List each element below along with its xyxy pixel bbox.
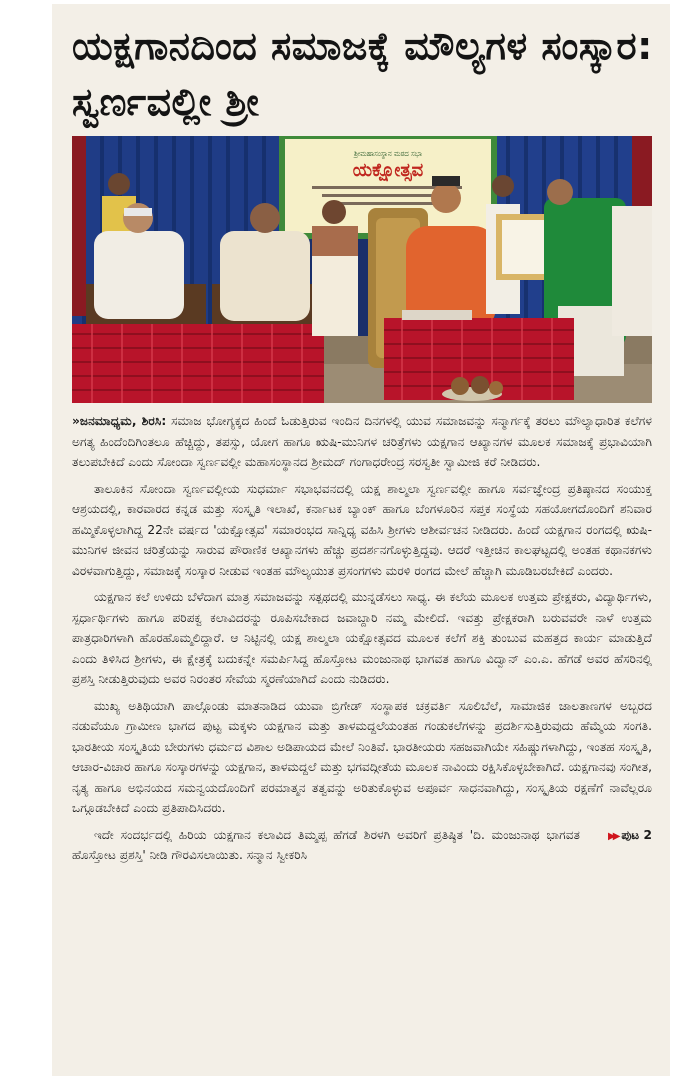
- event-photo: [72, 136, 652, 403]
- page-jump-label: ಪುಟ 2: [621, 827, 652, 842]
- article-paragraph: ಮುಖ್ಯ ಅತಿಥಿಯಾಗಿ ಪಾಲ್ಗೊಂಡು ಮಾತನಾಡಿದ ಯುವಾ ಬ್ರಿಗೇಡ್ ಸಂಸ್ಥಾಪಕ ಚಕ್ರವರ್ತಿ ಸೂಲಿಬೆಲೆ, ಸಾಮಾಜಿಕ ಜಾಲತಾಣಗಳ ಅಬ್ಬರದ ನಡುವೆಯೂ ಗ್ರಾಮೀಣ ಭಾಗದ ಪುಟ್ಟ ಮಕ್ಕಳು ಯಕ್ಷಗಾನ ಮತ್ತು ತಾಳಮದ್ದಲೆಯಂತಹ ಗಂಡುಕಲೆಗಳನ್ನು ಪ್ರದರ್ಶಿಸುತ್ತಿರುವುದು ಹೆಮ್ಮೆಯ ಸಂಗತಿ. ಭಾರತೀಯ ಸಂಸ್ಕೃತಿಯ ಬೇರುಗಳು ಧರ್ಮದ ವಿಶಾಲ ಅಡಿಪಾಯದ ಮೇಲೆ ನಿಂತಿವೆ. ಭಾರತೀಯರು ಸಹಜವಾಗಿಯೇ ಸಹಿಷ್ಣುಗಳಾಗಿದ್ದು, ಇಂತಹ ಸಂಸ್ಕೃತಿ, ಆಚಾರ-ವಿಚಾರ ಹಾಗೂ ಸಂಸ್ಕಾರಗಳನ್ನು ಯಕ್ಷಗಾನ, ತಾಳಮದ್ದಲೆ ಮತ್ತು ಭಗವದ್ಗೀತೆಯ ಮೂಲಕ ನಾವಿಂದು ರಕ್ಷಿಸಿಕೊಳ್ಳಬೇಕಾಗಿದೆ. ಯಕ್ಷಗಾನವು ಸಂಗೀತ, ನೃತ್ಯ ಹಾಗೂ ಅಭಿನಯದ ಸಮನ್ವಯದೊಂದಿಗೆ ಪರಮಾತ್ಮನ ತತ್ವವನ್ನು ಅರಿತುಕೊಳ್ಳುವ ಅಪೂರ್ವ ಸಾಧನವಾಗಿದ್ದು, ಸಂಸ್ಕೃತಿಯ ರಕ್ಷಣೆಗೆ ನಾವೆಲ್ಲರೂ ಒಗ್ಗೂಡಬೇಕಿದೆ ಎಂದು ಪ್ರತಿಪಾದಿಸಿದರು.: [72, 698, 653, 815]
- article-paragraph: ಯಕ್ಷಗಾನ ಕಲೆ ಉಳಿದು ಬೆಳೆದಾಗ ಮಾತ್ರ ಸಮಾಜವನ್ನು ಸತ್ಪಥದಲ್ಲಿ ಮುನ್ನಡೆಸಲು ಸಾಧ್ಯ. ಈ ಕಲೆಯ ಮೂಲಕ ಉತ್ತಮ ಪ್ರೇಕ್ಷಕರು, ವಿದ್ಯಾರ್ಥಿಗಳು, ಸ್ಪರ್ಧಾರ್ಥಿಗಳು ಹಾಗೂ ಪರಿಪಕ್ವ ಕಲಾವಿದರನ್ನು ರೂಪಿಸಬೇಕಾದ ಜವಾಬ್ದಾರಿ ನಮ್ಮ ಮೇಲಿದೆ. ಇವತ್ತು ಪ್ರೇಕ್ಷಕರಾಗಿ ಬರುವವರೇ ನಾಳೆ ಉತ್ತಮ ಪಾತ್ರಧಾರಿಗಳಾಗಿ ಹೊರಹೊಮ್ಮಲಿದ್ದಾರೆ. ಆ ನಿಟ್ಟಿನಲ್ಲಿ ಯಕ್ಷ ಶಾಲ್ಮಲಾ ಯಕ್ಷೋತ್ಸವದ ಮೂಲಕ ಕಲೆಗೆ ಶಕ್ತಿ ತುಂಬುವ ಮಹತ್ತದ ಕಾರ್ಯ ಮಾಡುತ್ತಿದೆ ಎಂದು ತಿಳಿಸಿದ ಶ್ರೀಗಳು, ಈ ಕ್ಷೇತ್ರಕ್ಕೆ ಬದುಕನ್ನೇ ಸಮರ್ಪಿಸಿದ್ದ ಹೊಸ್ತೋಟ ಮಂಜುನಾಥ ಭಾಗವತ ಹಾಗೂ ವಿದ್ವಾನ್ ಎಂ.ಎ. ಹೆಗಡೆ ಅವರ ಹೆಸರಿನಲ್ಲಿ ಪ್ರಶಸ್ತಿ ನೀಡುತ್ತಿರುವುದು ಅವರ ನಿರಂತರ ಸೇವೆಯ ಸ್ಮರಣೆಯಾಗಿದೆ ಎಂದು ನುಡಿದರು.: [72, 590, 652, 686]
- article-body: [72, 411, 652, 872]
- banner-title-text: ಯಕ್ಷೋತ್ಸವ: [352, 160, 424, 181]
- headline: ಯಕ್ಷಗಾನದಿಂದ ಸಮಾಜಕ್ಕೆ ಮೌಲ್ಯಗಳ ಸಂಸ್ಕಾರ: ಸ್ವರ್ಣವಲ್ಲೀ ಶ್ರೀ: [72, 24, 653, 124]
- article-paragraph: [72, 411, 652, 473]
- left-table: [72, 324, 324, 403]
- continued-on-page[interactable]: [586, 825, 652, 848]
- banner-small-text: ಶ್ರೀಮಹಾಸಂಸ್ಥಾನ ಮಠದ ಸಭಾ: [353, 150, 423, 158]
- paragraph-text: ಇದೇ ಸಂದರ್ಭದಲ್ಲಿ ಹಿರಿಯ ಯಕ್ಷಗಾನ ಕಲಾವಿದ ತಿಮ್ಮಪ್ಪ ಹೆಗಡೆ ಶಿರಳಗಿ ಅವರಿಗೆ ಪ್ರತಿಷ್ಠಿತ 'ದಿ. ಮಂಜುನಾಥ ಭಾಗವತ ಹೊಸ್ತೋಟ ಪ್ರಶಸ್ತಿ' ನೀಡಿ ಗೌರವಿಸಲಾಯಿತು. ಸನ್ಮಾನ ಸ್ವೀಕರಿಸಿ: [72, 827, 580, 862]
- paragraph-text: ಸಮಾಜ ಭೋಗ್ಯಕ್ಕದ ಹಿಂದೆ ಓಡುತ್ತಿರುವ ಇಂದಿನ ದಿನಗಳಲ್ಲಿ ಯುವ ಸಮಾಜವನ್ನು ಸನ್ಮಾರ್ಗಕ್ಕೆ ತರಲು ಮೌಲ್ಯಾಧಾರಿತ ಕಲೆಗಳ ಅಗತ್ಯ ಹಿಂದೆಂದಿಗಿಂತಲೂ ಹೆಚ್ಚಿದ್ದು, ತಪಸ್ಸು, ಯೋಗ ಹಾಗೂ ಋಷಿ-ಮುನಿಗಳ ಚರಿತ್ರೆಗಳು ಯಕ್ಷಗಾನ ಆಖ್ಯಾನಗಳ ಮೂಲಕ ಸಮಾಜಕ್ಕೆ ಪ್ರಭಾವಿಯಾಗಿ ತಲುಪಬೇಕಿದೆ ಎಂದು ಸೋಂದಾ ಸ್ವರ್ಣವಲ್ಲೀ ಮಹಾಸಂಸ್ಥಾನದ ಶ್ರೀಮದ್ ಗಂಗಾಧರೇಂದ್ರ ಸರಸ್ವತೀ ಸ್ವಾಮೀಜಿ ಕರೆ ನೀಡಿದರು.: [72, 414, 652, 469]
- article-paragraph: [72, 825, 652, 866]
- article-paragraph: ತಾಲೂಕಿನ ಸೋಂದಾ ಸ್ವರ್ಣವಲ್ಲೀಯ ಸುಧರ್ಮಾ ಸಭಾಭವನದಲ್ಲಿ ಯಕ್ಷ ಶಾಲ್ಮಲಾ ಸ್ವರ್ಣವಲ್ಲೀ ಹಾಗೂ ಸರ್ವಜ್ಞೇಂದ್ರ ಪ್ರತಿಷ್ಠಾನದ ಸಂಯುಕ್ತ ಆಶ್ರಯದಲ್ಲಿ, ಕಾರವಾರದ ಕನ್ನಡ ಮತ್ತು ಸಂಸ್ಕೃತಿ ಇಲಾಖೆ, ಕರ್ನಾಟಕ ಬ್ಯಾಂಕ್ ಹಾಗೂ ಬೆಂಗಳೂರಿನ ಸಪ್ತಕ ಸಂಸ್ಥೆಯ ಸಹಯೋಗದೊಂದಿಗೆ ಶನಿವಾರ ಹಮ್ಮಿಕೊಳ್ಳಲಾಗಿದ್ದ 22ನೇ ವರ್ಷದ 'ಯಕ್ಷೋತ್ಸವ' ಸಮಾರಂಭದ ಸಾನ್ನಿಧ್ಯ ವಹಿಸಿ ಶ್ರೀಗಳು ಆಶೀರ್ವಚನ ನೀಡಿದರು. ಹಿಂದೆ ಯಕ್ಷಗಾನ ರಂಗದಲ್ಲಿ ಋಷಿ-ಮುನಿಗಳ ಜೀವನ ಚರಿತ್ರೆಯನ್ನು ಸಾರುವ ಪೌರಾಣಿಕ ಆಖ್ಯಾನಗಳು ಹೆಚ್ಚು ಪ್ರದರ್ಶನಗೊಳ್ಳುತ್ತಿದ್ದವು. ಆದರೆ ಇತ್ತೀಚಿನ ಕಾಲಘಟ್ಟದಲ್ಲಿ ಅಂತಹ ಕಥಾನಕಗಳು ವಿರಳವಾಗುತ್ತಿದ್ದು, ಸಮಾಜಕ್ಕೆ ಸಂಸ್ಕಾರ ನೀಡುವ ಇಂತಹ ಮೌಲ್ಯಯುತ ಪ್ರಸಂಗಗಳು ಮರಳಿ ರಂಗದ ಮೇಲೆ ಹೆಚ್ಚಾಗಿ ಮೂಡಿಬರಬೇಕಿದೆ ಎಂದರು.: [72, 481, 652, 578]
- dateline: »ಜನಮಾಧ್ಯಮ, ಶಿರಸಿ:: [72, 414, 167, 428]
- double-arrow-icon: ▶▶: [608, 830, 618, 842]
